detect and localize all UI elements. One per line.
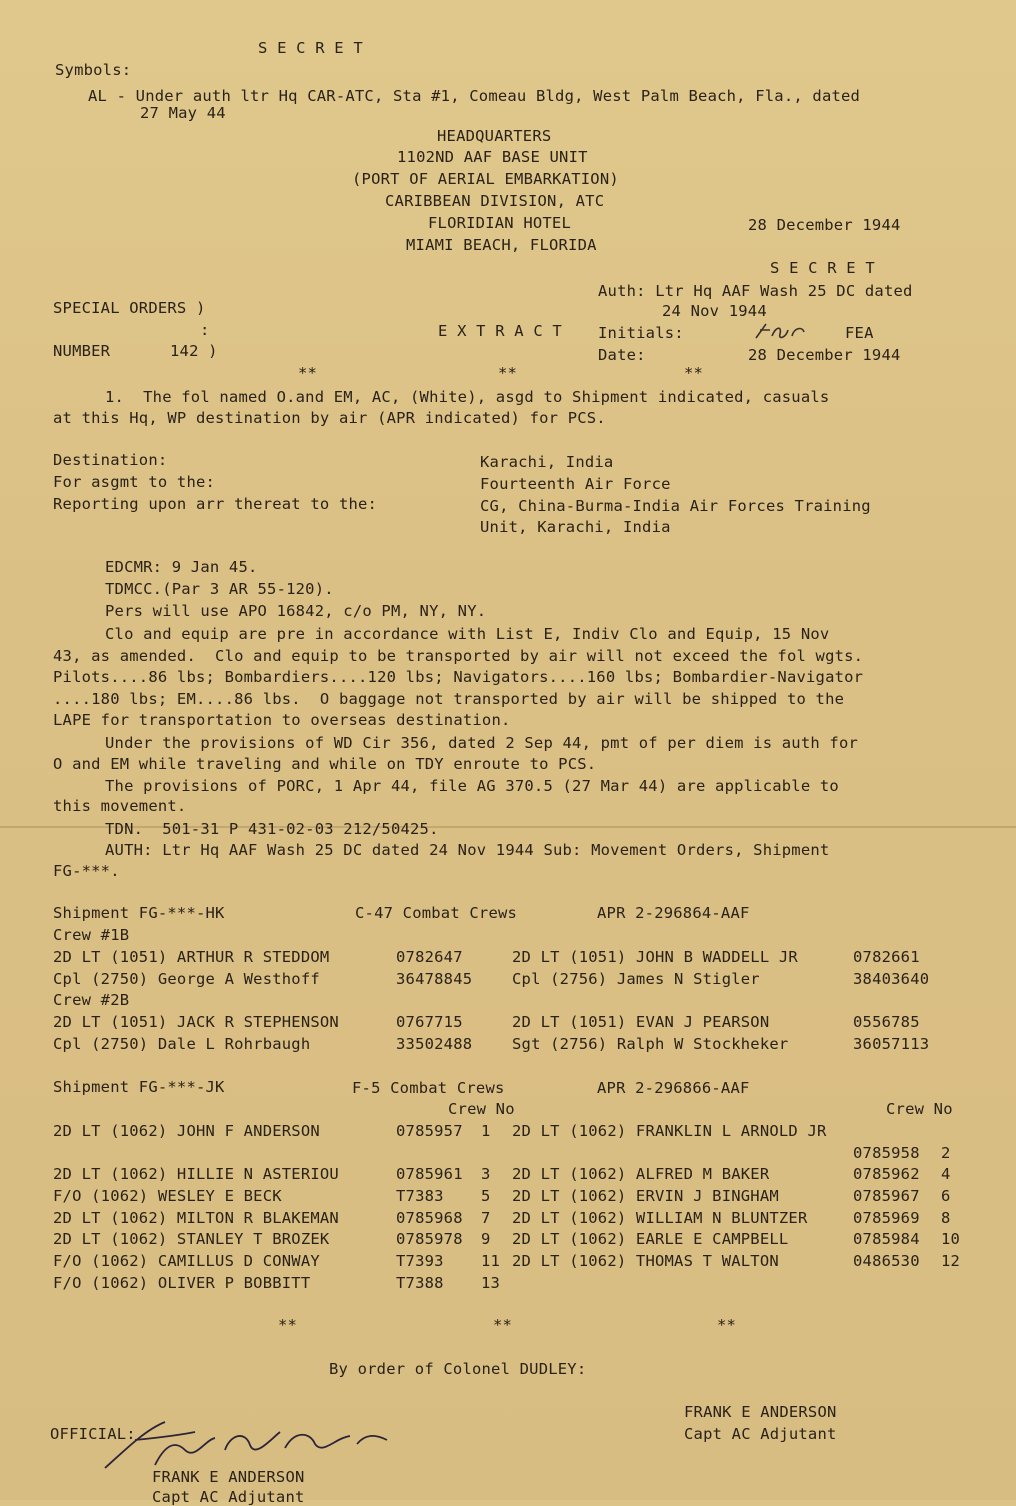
body-line: LAPE for transportation to overseas destination.	[53, 711, 511, 729]
separator-stars: **	[278, 1316, 298, 1334]
reporting-value-line-1: CG, China-Burma-India Air Forces Training	[480, 497, 871, 515]
date-value: 28 December 1944	[748, 346, 901, 364]
body-line: Pers will use APO 16842, c/o PM, NY, NY.	[105, 602, 487, 620]
official-title: Capt AC Adjutant	[152, 1488, 305, 1506]
crew-member-name: 2D LT (1062) STANLEY T BROZEK	[53, 1230, 330, 1248]
separator-stars: **	[684, 364, 704, 382]
crew-member-serial: 36478845	[396, 970, 473, 988]
hq-line-2: 1102ND AAF BASE UNIT	[397, 148, 588, 166]
crew-number: 2	[941, 1144, 951, 1162]
crew-member-serial: 0782647	[396, 948, 463, 966]
crew-member-name: 2D LT (1062) WILLIAM N BLUNTZER	[512, 1209, 808, 1227]
symbols-label: Symbols:	[55, 61, 132, 79]
extract-label: E X T R A C T	[438, 322, 562, 340]
auth-line-2: 24 Nov 1944	[662, 302, 767, 320]
body-line: this movement.	[53, 797, 187, 815]
crew-1b-label: Crew #1B	[53, 926, 130, 944]
crew-member-serial: 0785961	[396, 1165, 463, 1183]
crew-number: 1	[481, 1122, 491, 1140]
crew-member-name: F/O (1062) OLIVER P BOBBITT	[53, 1274, 311, 1292]
hq-line-1: HEADQUARTERS	[437, 127, 552, 145]
body-line: O and EM while traveling and while on TDY enroute to PCS.	[53, 755, 597, 773]
crew-number: 3	[481, 1165, 491, 1183]
separator-stars: **	[717, 1316, 737, 1334]
crew-member-name: 2D LT (1062) MILTON R BLAKEMAN	[53, 1209, 339, 1227]
official-name: FRANK E ANDERSON	[152, 1468, 305, 1486]
shipment-1-type: C-47 Combat Crews	[355, 904, 518, 922]
crew-member-name: Sgt (2756) Ralph W Stockheker	[512, 1035, 789, 1053]
crew-number: 7	[481, 1209, 491, 1227]
crew-member-serial: 0785968	[396, 1209, 463, 1227]
crew-member-name: F/O (1062) CAMILLUS D CONWAY	[53, 1252, 320, 1270]
destination-label: Destination:	[53, 451, 168, 469]
auth-line-1: Auth: Ltr Hq AAF Wash 25 DC dated	[598, 282, 913, 300]
hq-line-6: MIAMI BEACH, FLORIDA	[406, 236, 597, 254]
crew-number: 10	[941, 1230, 961, 1248]
crew-member-serial: 0785958	[853, 1144, 920, 1162]
crew-member-serial: T7393	[396, 1252, 444, 1270]
shipment-2-header: Shipment FG-***-JK	[53, 1078, 225, 1096]
crew-member-name: F/O (1062) WESLEY E BECK	[53, 1187, 282, 1205]
hq-line-3: (PORT OF AERIAL EMBARKATION)	[352, 170, 619, 188]
body-line: Pilots....86 lbs; Bombardiers....120 lbs; Navigators....160 lbs; Bombardier-Navigator	[53, 668, 864, 686]
symbols-line-2: 27 May 44	[140, 104, 226, 122]
paragraph-1-line-2: at this Hq, WP destination by air (APR indicated) for PCS.	[53, 409, 606, 427]
adjutant-title: Capt AC Adjutant	[684, 1425, 837, 1443]
crew-number: 8	[941, 1209, 951, 1227]
crew-member-serial: 0785957	[396, 1122, 463, 1140]
initials-handwritten	[752, 318, 812, 344]
crew-member-name: 2D LT (1062) ERVIN J BINGHAM	[512, 1187, 779, 1205]
initials-label: Initials:	[598, 324, 684, 342]
body-line: TDMCC.(Par 3 AR 55-120).	[105, 580, 334, 598]
crew-member-serial: 0486530	[853, 1252, 920, 1270]
hq-line-4: CARIBBEAN DIVISION, ATC	[385, 192, 605, 210]
crew-member-name: Cpl (2750) George A Westhoff	[53, 970, 320, 988]
body-line: Under the provisions of WD Cir 356, dated 2 Sep 44, pmt of per diem is auth for	[105, 734, 859, 752]
crew-number: 13	[481, 1274, 501, 1292]
shipment-1-apr: APR 2-296864-AAF	[597, 904, 750, 922]
classification-secondary: S E C R E T	[770, 259, 875, 277]
shipment-2-apr: APR 2-296866-AAF	[597, 1079, 750, 1097]
crew-member-name: 2D LT (1051) ARTHUR R STEDDOM	[53, 948, 330, 966]
crew-member-serial: 0785984	[853, 1230, 920, 1248]
crew-member-name: 2D LT (1062) EARLE E CAMPBELL	[512, 1230, 789, 1248]
crew-member-serial: T7383	[396, 1187, 444, 1205]
crew-2b-label: Crew #2B	[53, 991, 130, 1009]
destination-value: Karachi, India	[480, 453, 614, 471]
crew-member-serial: 0785969	[853, 1209, 920, 1227]
separator-stars: **	[493, 1316, 513, 1334]
body-line: The provisions of PORC, 1 Apr 44, file AG 370.5 (27 Mar 44) are applicable to	[105, 777, 839, 795]
crew-member-name: 2D LT (1051) JOHN B WADDELL JR	[512, 948, 798, 966]
crew-member-name: Cpl (2756) James N Stigler	[512, 970, 760, 988]
crew-member-serial: 0782661	[853, 948, 920, 966]
assignment-value: Fourteenth Air Force	[480, 475, 671, 493]
hq-line-5: FLORIDIAN HOTEL	[428, 214, 571, 232]
adjutant-name: FRANK E ANDERSON	[684, 1403, 837, 1421]
reporting-label: Reporting upon arr thereat to the:	[53, 495, 378, 513]
crew-number: 12	[941, 1252, 961, 1270]
crew-no-header-left: Crew No	[448, 1100, 515, 1118]
crew-member-serial: 0785962	[853, 1165, 920, 1183]
crew-member-name: 2D LT (1062) ALFRED M BAKER	[512, 1165, 770, 1183]
crew-member-serial: 0556785	[853, 1013, 920, 1031]
by-order-line: By order of Colonel DUDLEY:	[329, 1360, 587, 1378]
crew-number: 4	[941, 1165, 951, 1183]
crew-member-name: 2D LT (1051) JACK R STEPHENSON	[53, 1013, 339, 1031]
crew-number: 11	[481, 1252, 501, 1270]
crew-member-serial: 38403640	[853, 970, 930, 988]
shipment-2-type: F-5 Combat Crews	[352, 1079, 505, 1097]
special-orders-label: SPECIAL ORDERS )	[53, 299, 206, 317]
crew-member-name: 2D LT (1062) JOHN F ANDERSON	[53, 1122, 320, 1140]
crew-member-name: 2D LT (1062) FRANKLIN L ARNOLD JR	[512, 1122, 827, 1140]
body-line: TDN. 501-31 P 431-02-03 212/50425.	[105, 820, 439, 838]
crew-member-name: 2D LT (1051) EVAN J PEARSON	[512, 1013, 770, 1031]
crew-member-serial: 0785967	[853, 1187, 920, 1205]
body-line: EDCMR: 9 Jan 45.	[105, 558, 258, 576]
body-line: ....180 lbs; EM....86 lbs. O baggage not transported by air will be shipped to the	[53, 690, 845, 708]
crew-number: 5	[481, 1187, 491, 1205]
assignment-label: For asgmt to the:	[53, 473, 216, 491]
number-value: 142 )	[170, 342, 218, 360]
body-line: 43, as amended. Clo and equip to be transported by air will not exceed the fol wgts.	[53, 647, 864, 665]
initials-value: FEA	[845, 324, 874, 342]
crew-no-header-right: Crew No	[886, 1100, 953, 1118]
body-line: Clo and equip are pre in accordance with List E, Indiv Clo and Equip, 15 Nov	[105, 625, 830, 643]
body-line: AUTH: Ltr Hq AAF Wash 25 DC dated 24 Nov 1944 Sub: Movement Orders, Shipment	[105, 841, 830, 859]
separator-stars: **	[298, 364, 318, 382]
crew-member-serial: 33502488	[396, 1035, 473, 1053]
reporting-value-line-2: Unit, Karachi, India	[480, 518, 671, 536]
classification-header: S E C R E T	[258, 39, 363, 57]
shipment-1-header: Shipment FG-***-HK	[53, 904, 225, 922]
crew-member-name: Cpl (2750) Dale L Rohrbaugh	[53, 1035, 311, 1053]
separator-stars: **	[498, 364, 518, 382]
paragraph-1-line-1: 1. The fol named O.and EM, AC, (White), asgd to Shipment indicated, casuals	[105, 388, 830, 406]
crew-member-serial: 0767715	[396, 1013, 463, 1031]
special-orders-colon: :	[200, 321, 210, 339]
crew-number: 9	[481, 1230, 491, 1248]
crew-member-serial: 0785978	[396, 1230, 463, 1248]
crew-member-name: 2D LT (1062) HILLIE N ASTERIOU	[53, 1165, 339, 1183]
crew-number: 6	[941, 1187, 951, 1205]
body-line: FG-***.	[53, 862, 120, 880]
date-label: Date:	[598, 346, 646, 364]
crew-member-serial: 36057113	[853, 1035, 930, 1053]
order-date: 28 December 1944	[748, 216, 901, 234]
official-label: OFFICIAL:	[50, 1425, 136, 1443]
crew-member-serial: T7388	[396, 1274, 444, 1292]
number-label: NUMBER	[53, 342, 111, 360]
crew-member-name: 2D LT (1062) THOMAS T WALTON	[512, 1252, 779, 1270]
symbols-line-1: AL - Under auth ltr Hq CAR-ATC, Sta #1, Comeau Bldg, West Palm Beach, Fla., dated	[88, 87, 861, 105]
